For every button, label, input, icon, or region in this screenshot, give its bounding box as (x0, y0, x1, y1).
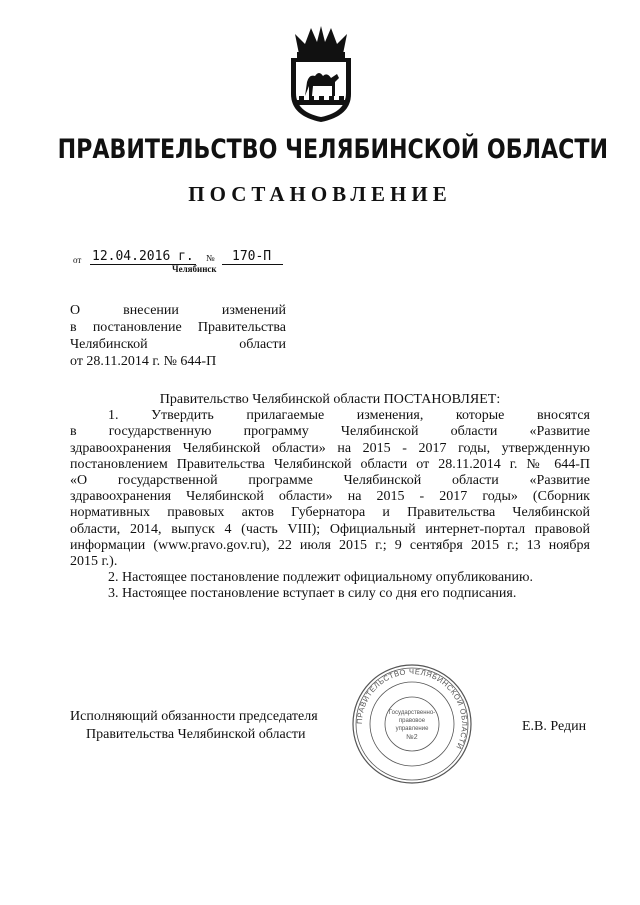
document-type-heading: ПОСТАНОВЛЕНИЕ (188, 182, 452, 206)
number-label: № (206, 253, 215, 263)
coat-of-arms-icon (285, 24, 357, 124)
item-1-line: «О государственной программе Челябинской области «Развитие (70, 473, 590, 489)
item-1-line: информации (www.pravo.gov.ru), 22 июля 2015 г.; 9 сентября 2015 г.; 13 ноября (70, 537, 590, 553)
document-date (90, 249, 196, 265)
document-subject (70, 302, 286, 370)
item-1-line: нормативных правовых актов Губернатора и Правительства Челябинской (70, 505, 590, 521)
stamp-inner-line-2: правовое (398, 718, 426, 724)
item-1-line: здравоохранения Челябинской области» на 2015 - 2017 годы» (Сборник (70, 489, 590, 505)
government-title: ПРАВИТЕЛЬСТВО ЧЕЛЯБИНСКОЙ ОБЛАСТИ (57, 134, 609, 165)
signatory-position (70, 708, 318, 744)
document-number-value: 170-П (222, 249, 283, 265)
stamp-ring-text: ПРАВИТЕЛЬСТВО ЧЕЛЯБИНСКОЙ ОБЛАСТИ (354, 666, 470, 751)
item-2: 2. Настоящее постановление подлежит официальному опубликованию. (108, 570, 533, 586)
document-date-value: 12.04.2016 г. (92, 249, 194, 264)
stamp-inner-line-4: №2 (406, 734, 418, 741)
document-number (222, 249, 283, 265)
item-1-line: области, 2014, выпуск 4 (часть VIII); Официальный интернет-портал правовой (70, 521, 590, 537)
subject-line: Челябинской области (70, 337, 286, 352)
item-1-line: в государственную программу Челябинской области «Развитие (70, 424, 590, 440)
item-3: 3. Настоящее постановление вступает в силу со дня его подписания. (108, 586, 517, 602)
document-body (70, 392, 590, 603)
preamble: Правительство Челябинской области ПОСТАНОВЛЯЕТ: (159, 392, 501, 407)
item-1-line: 1. Утвердить прилагаемые изменения, которые вносятся (108, 408, 590, 424)
date-from-label: от (73, 255, 82, 265)
item-1-line: постановлением Правительства Челябинской области от 28.11.2014 г. № 644-П (70, 456, 590, 472)
signatory-name: Е.В. Редин (522, 719, 587, 734)
city-label: Челябинск (172, 264, 217, 274)
item-1-line: 2015 г.). (70, 554, 118, 570)
subject-line: О внесении изменений (70, 303, 286, 318)
signatory-position-line-2: Правительства Челябинской области (86, 727, 306, 742)
stamp-inner-line-1: Государственно- (388, 710, 436, 716)
subject-line: в постановление Правительства (70, 320, 286, 335)
official-stamp-icon (350, 662, 474, 786)
item-1 (70, 408, 590, 570)
stamp-inner-line-3: управление (395, 726, 429, 732)
item-1-line: здравоохранения Челябинской области» на 2015 - 2017 годы, утвержденную (70, 440, 590, 456)
signatory-position-line-1: Исполняющий обязанности председателя (70, 709, 318, 724)
subject-line: от 28.11.2014 г. № 644-П (70, 354, 217, 369)
